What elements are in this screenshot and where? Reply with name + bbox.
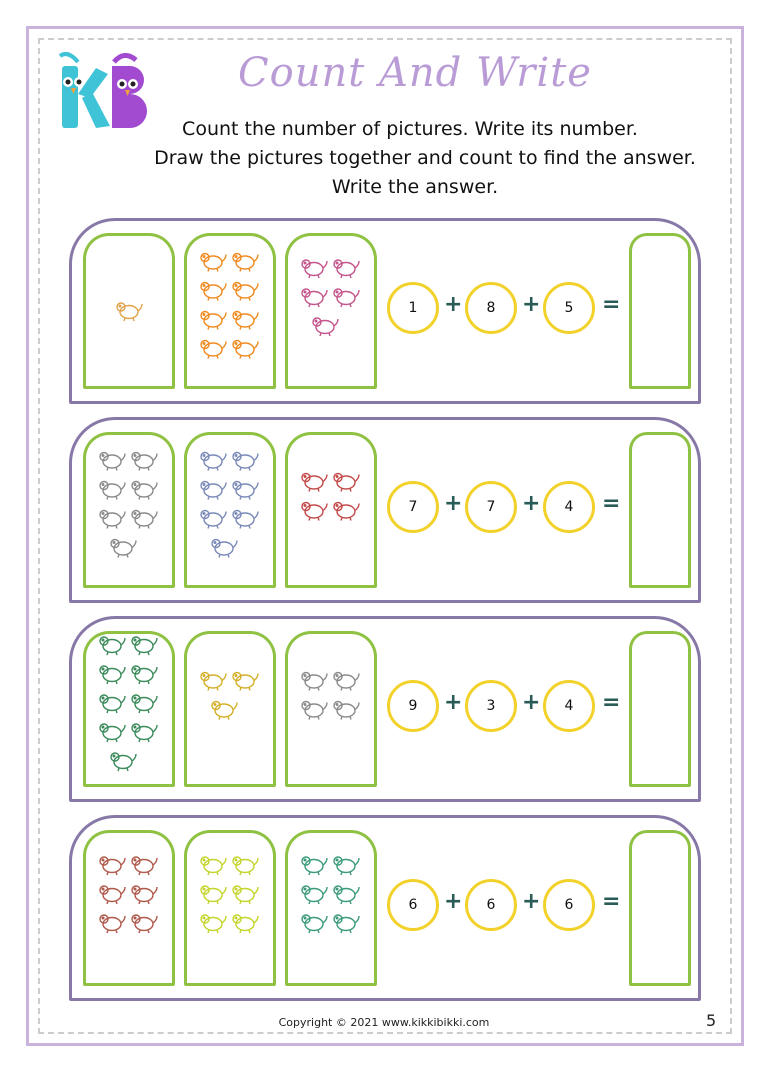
picture-box [184, 830, 276, 986]
unicorn-icon [201, 453, 226, 471]
problem-row [69, 218, 701, 404]
seahorse-icon [100, 482, 125, 500]
frog-icon [132, 637, 157, 655]
copyright-footer: Copyright © 2021 www.kikkibikki.com [278, 1016, 490, 1029]
pig-icon [313, 318, 338, 336]
picture-box [184, 233, 276, 389]
unicorn-icon [212, 540, 237, 558]
count-circle: 6 [543, 879, 595, 931]
crab-icon [302, 474, 327, 492]
plus-sign: + [444, 491, 463, 516]
parrot-icon [132, 857, 157, 875]
clownfish-icon [201, 283, 226, 301]
answer-box[interactable] [629, 432, 691, 588]
frog-icon [132, 666, 157, 684]
parrot-icon [100, 886, 125, 904]
frog-icon [111, 753, 136, 771]
problem-row [69, 616, 701, 802]
picture-box [285, 233, 377, 389]
parrot-icon [100, 857, 125, 875]
picture-box [83, 432, 175, 588]
turtle-icon [334, 857, 359, 875]
pig-icon [334, 289, 359, 307]
clownfish-icon [201, 312, 226, 330]
unicorn-icon [233, 482, 258, 500]
picture-box [285, 432, 377, 588]
answer-box[interactable] [629, 233, 691, 389]
seahorse-icon [100, 453, 125, 471]
instruction-line-1: Count the number of pictures. Write its number. [182, 118, 638, 140]
parrot-icon [100, 915, 125, 933]
unicorn-icon [233, 453, 258, 471]
count-circle: 4 [543, 481, 595, 533]
pig-icon [302, 289, 327, 307]
crab-icon [302, 503, 327, 521]
count-circle: 1 [387, 282, 439, 334]
clownfish-icon [201, 341, 226, 359]
count-circle: 6 [387, 879, 439, 931]
butterfly-icon [201, 857, 226, 875]
instruction-line-2: Draw the pictures together and count to find the answer. [154, 147, 696, 169]
answer-box[interactable] [629, 631, 691, 787]
elephant-icon [302, 673, 327, 691]
count-circle: 8 [465, 282, 517, 334]
frog-icon [100, 637, 125, 655]
plus-sign: + [522, 889, 541, 914]
clownfish-icon [233, 283, 258, 301]
plus-sign: + [444, 889, 463, 914]
butterfly-icon [201, 886, 226, 904]
frog-icon [100, 695, 125, 713]
butterfly-icon [233, 857, 258, 875]
plus-sign: + [444, 690, 463, 715]
seahorse-icon [111, 540, 136, 558]
picture-box [285, 631, 377, 787]
count-circle: 7 [465, 481, 517, 533]
count-circle: 6 [465, 879, 517, 931]
crab-icon [334, 503, 359, 521]
pig-icon [334, 260, 359, 278]
turtle-icon [302, 886, 327, 904]
picture-box [83, 830, 175, 986]
plus-sign: + [522, 292, 541, 317]
frog-icon [100, 724, 125, 742]
elephant-icon [302, 702, 327, 720]
monkey-icon [117, 303, 142, 321]
seahorse-icon [132, 453, 157, 471]
problem-row [69, 417, 701, 603]
plus-sign: + [522, 690, 541, 715]
unicorn-icon [233, 511, 258, 529]
frog-icon [132, 724, 157, 742]
picture-box [184, 631, 276, 787]
equals-sign: = [602, 889, 621, 914]
page-title: Count And Write [238, 50, 592, 96]
seahorse-icon [132, 482, 157, 500]
butterfly-icon [233, 915, 258, 933]
turtle-icon [302, 915, 327, 933]
turtle-icon [302, 857, 327, 875]
duck-icon [233, 673, 258, 691]
count-circle: 5 [543, 282, 595, 334]
frog-icon [100, 666, 125, 684]
turtle-icon [334, 886, 359, 904]
unicorn-icon [201, 511, 226, 529]
equals-sign: = [602, 292, 621, 317]
picture-box [83, 631, 175, 787]
seahorse-icon [100, 511, 125, 529]
equals-sign: = [602, 491, 621, 516]
count-circle: 4 [543, 680, 595, 732]
pig-icon [302, 260, 327, 278]
duck-icon [201, 673, 226, 691]
count-circle: 3 [465, 680, 517, 732]
count-circle: 7 [387, 481, 439, 533]
parrot-icon [132, 915, 157, 933]
duck-icon [212, 702, 237, 720]
answer-box[interactable] [629, 830, 691, 986]
butterfly-icon [201, 915, 226, 933]
parrot-icon [132, 886, 157, 904]
butterfly-icon [233, 886, 258, 904]
seahorse-icon [132, 511, 157, 529]
picture-box [83, 233, 175, 389]
picture-box [184, 432, 276, 588]
clownfish-icon [201, 254, 226, 272]
elephant-icon [334, 673, 359, 691]
turtle-icon [334, 915, 359, 933]
frog-icon [132, 695, 157, 713]
unicorn-icon [201, 482, 226, 500]
elephant-icon [334, 702, 359, 720]
plus-sign: + [522, 491, 541, 516]
instruction-line-3: Write the answer. [331, 176, 499, 198]
equals-sign: = [602, 690, 621, 715]
clownfish-icon [233, 254, 258, 272]
count-circle: 9 [387, 680, 439, 732]
problem-row [69, 815, 701, 1001]
clownfish-icon [233, 312, 258, 330]
picture-box [285, 830, 377, 986]
crab-icon [334, 474, 359, 492]
clownfish-icon [233, 341, 258, 359]
page-number: 5 [706, 1011, 717, 1030]
plus-sign: + [444, 292, 463, 317]
